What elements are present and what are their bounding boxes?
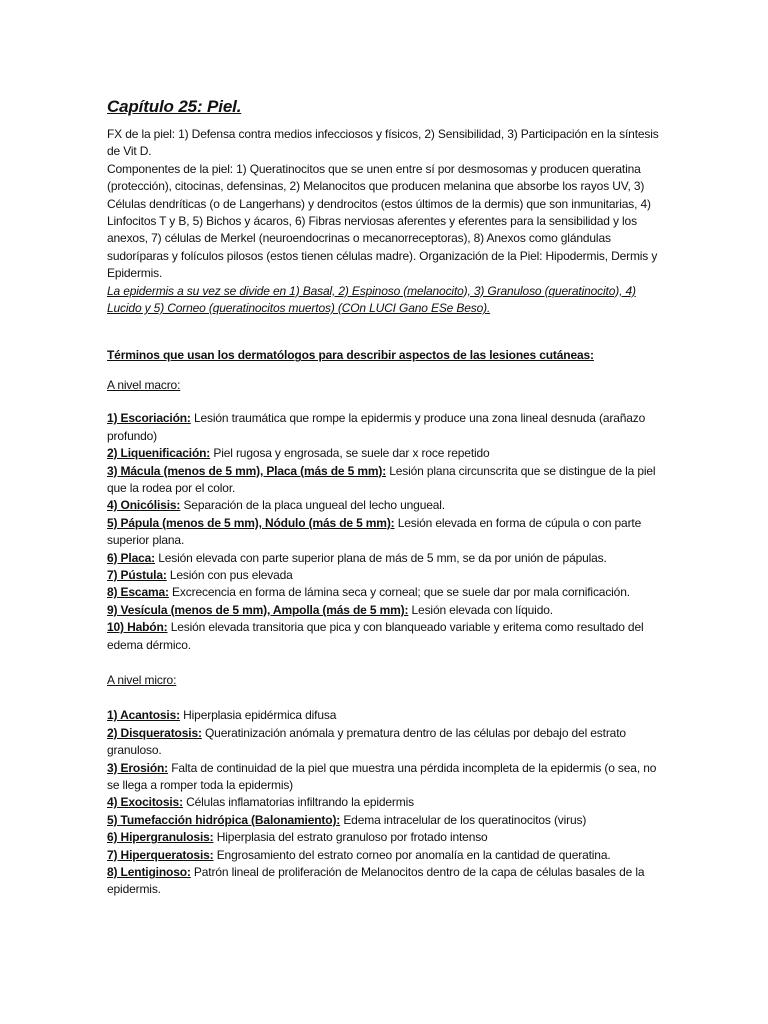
term-definition: Piel rugosa y engrosada, se suele dar x roce repetido bbox=[210, 446, 490, 461]
term-label: 1) Acantosis: bbox=[107, 708, 180, 723]
spacer bbox=[107, 365, 665, 377]
micro-heading: A nivel micro: bbox=[107, 672, 177, 687]
list-item bbox=[107, 497, 665, 514]
term-label: 7) Hiperqueratosis: bbox=[107, 847, 214, 862]
term-label: 6) Hipergranulosis: bbox=[107, 830, 214, 845]
skin-functions-paragraph: FX de la piel: 1) Defensa contra medios infecciosos y físicos, 2) Sensibilidad, 3) Participación en la síntesis de Vit D. bbox=[107, 127, 659, 159]
term-definition: Lesión traumática que rompe la epidermis y produce una zona lineal desnuda (arañazo profundo) bbox=[107, 411, 646, 443]
term-label: 7) Pústula: bbox=[107, 567, 167, 582]
term-definition: Falta de continuidad de la piel que muestra una pérdida incompleta de la epidermis (o sea, no se llega a romper toda la epidermis) bbox=[107, 760, 657, 792]
term-definition: Lesión elevada transitoria que pica y con blanqueado variable y eritema como resultado del edema dérmico. bbox=[107, 620, 644, 652]
term-label: 3) Mácula (menos de 5 mm), Placa (más de 5 mm): bbox=[107, 463, 387, 478]
term-definition: Hiperplasia epidérmica difusa bbox=[179, 708, 337, 723]
list-item bbox=[107, 410, 665, 445]
document-title: Capítulo 25: Piel. bbox=[107, 97, 242, 116]
macro-list bbox=[107, 410, 665, 654]
term-definition: Lesión elevada con líquido. bbox=[408, 602, 553, 617]
term-definition: Engrosamiento del estrato corneo por anomalía en la cantidad de queratina. bbox=[213, 847, 611, 862]
term-definition: Células inflamatorias infiltrando la epidermis bbox=[182, 795, 414, 810]
term-label: 10) Habón: bbox=[107, 620, 168, 635]
list-item bbox=[107, 707, 665, 724]
list-item bbox=[107, 584, 665, 601]
term-definition: Lesión con pus elevada bbox=[166, 567, 293, 582]
spacer bbox=[107, 317, 665, 347]
term-definition: Patrón lineal de proliferación de Melanocitos dentro de la capa de células basales de la epidermis. bbox=[107, 865, 645, 897]
list-item bbox=[107, 760, 665, 795]
term-label: 4) Exocitosis: bbox=[107, 795, 183, 810]
list-item bbox=[107, 602, 665, 619]
term-label: 2) Liquenificación: bbox=[107, 446, 211, 461]
term-label: 8) Escama: bbox=[107, 585, 169, 600]
term-definition: Lesión elevada en forma de cúpula o con parte superior plana. bbox=[107, 515, 642, 548]
list-item bbox=[107, 515, 665, 550]
list-item bbox=[107, 725, 665, 760]
spacer bbox=[107, 394, 665, 410]
list-item bbox=[107, 567, 665, 584]
macro-heading: A nivel macro: bbox=[107, 377, 181, 392]
term-definition: Lesión elevada con parte superior plana de más de 5 mm, se da por unión de pápulas. bbox=[155, 550, 607, 565]
term-label: 2) Disqueratosis: bbox=[107, 725, 202, 740]
term-label: 3) Erosión: bbox=[107, 760, 169, 775]
term-definition: Hiperplasia del estrato granuloso por frotado intenso bbox=[213, 830, 488, 845]
term-definition: Lesión plana circunscrita que se distingue de la piel que la rodea por el color. bbox=[107, 463, 656, 495]
list-item bbox=[107, 847, 665, 864]
term-label: 6) Placa: bbox=[107, 550, 156, 565]
term-label: 9) Vesícula (menos de 5 mm), Ampolla (más de 5 mm): bbox=[107, 602, 409, 617]
list-item bbox=[107, 864, 665, 899]
spacer bbox=[107, 654, 665, 672]
term-definition: Edema intracelular de los queratinocitos (virus) bbox=[340, 812, 587, 827]
epidermis-layers-paragraph: La epidermis a su vez se divide en 1) Basal, 2) Espinoso (melanocito), 3) Granuloso (queratinocito), 4) Lucido y 5) Corneo (queratinocitos muertos) (COn LUCI Gano ESe Beso). bbox=[107, 283, 636, 316]
term-label: 8) Lentiginoso: bbox=[107, 865, 191, 880]
term-definition: Queratinización anómala y prematura dentro de las células por debajo del estrato granuloso. bbox=[107, 725, 626, 758]
list-item bbox=[107, 794, 665, 811]
term-definition: Separación de la placa ungueal del lecho ungueal. bbox=[180, 498, 445, 513]
terms-heading: Términos que usan los dermatólogos para describir aspectos de las lesiones cutáneas: bbox=[107, 348, 594, 363]
term-label: 4) Onicólisis: bbox=[107, 498, 181, 513]
term-label: 5) Tumefacción hidrópica (Balonamiento): bbox=[107, 812, 341, 827]
skin-components-paragraph: Componentes de la piel: 1) Queratinocitos que se unen entre sí por desmosomas y producen queratina (protección), citocinas, defensinas, 2) Melanocitos que producen melanina que absorbe los rayos UV, 3) Células dendríticas (o de Langerhans) y dendrocitos (estos últimos de la dermis) que son inmunitarias, 4) Linfocitos T y B, 5) Bichos y ácaros, 6) Fibras nerviosas aferentes y eferentes para la sensibilidad y los anexos, 7) células de Merkel (neuroendocrinas o mecanorreceptoras), 8) Anexos como glándulas sudoríparas y folículos pilosos (estos tienen células madre). Organización de la Piel: Hipodermis, Dermis y Epidermis. bbox=[107, 161, 658, 281]
list-item bbox=[107, 550, 665, 567]
list-item bbox=[107, 829, 665, 846]
list-item bbox=[107, 812, 665, 829]
list-item bbox=[107, 619, 665, 654]
list-item bbox=[107, 445, 665, 462]
spacer bbox=[107, 689, 665, 707]
term-label: 5) Pápula (menos de 5 mm), Nódulo (más de 5 mm): bbox=[107, 515, 395, 530]
document-content bbox=[107, 96, 665, 899]
term-definition: Excrecencia en forma de lámina seca y corneal; que se suele dar por mala cornificación. bbox=[168, 585, 630, 600]
micro-list bbox=[107, 707, 665, 898]
list-item bbox=[107, 463, 665, 498]
term-label: 1) Escoriación: bbox=[107, 411, 191, 426]
